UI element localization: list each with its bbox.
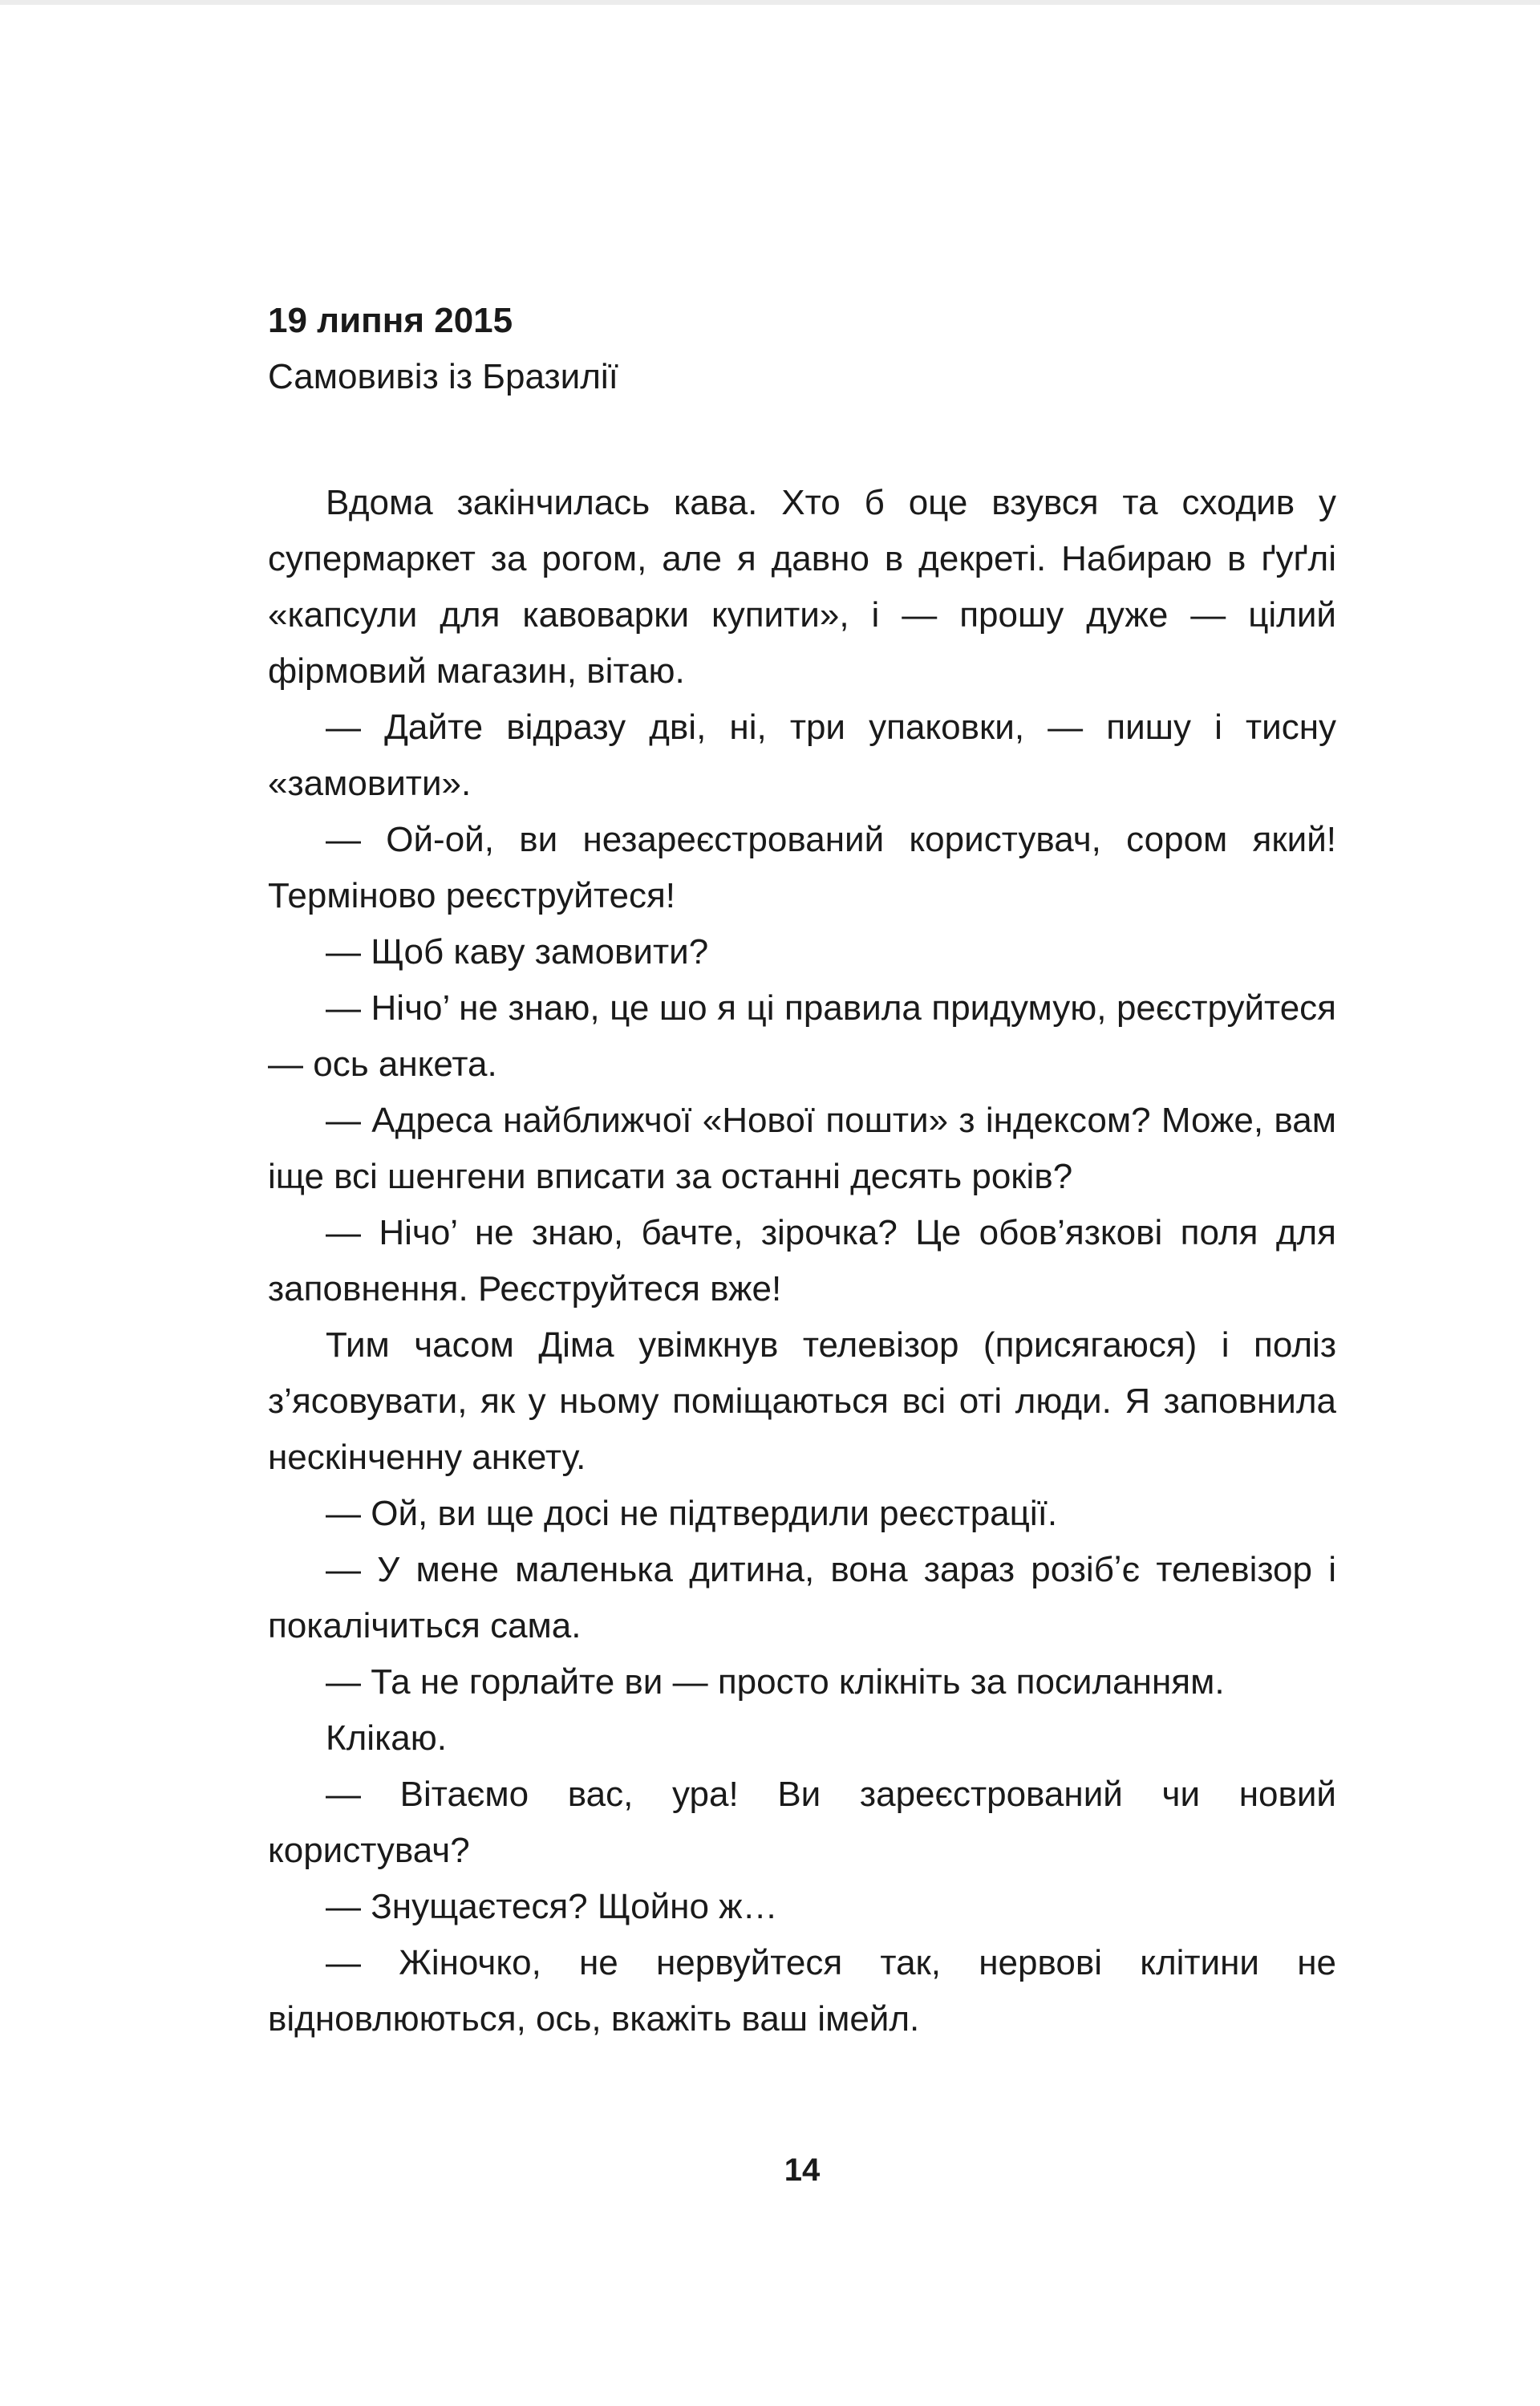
- paragraph: Тим часом Діма увімкнув телевізор (присягаюся) і поліз з’ясовувати, як у ньому поміщаються всі оті люди. Я заповнила нескінченну анкету.: [268, 1325, 1336, 1477]
- paragraph: Клікаю.: [326, 1718, 447, 1758]
- page-content: [268, 297, 1336, 2047]
- paragraph: — Адреса найближчої «Нової пошти» з індексом? Може, вам іще всі шенгени вписати за останні десять років?: [268, 1101, 1336, 1196]
- paragraph: — Ой-ой, ви незареєстрований користувач, сором який! Терміново реєструйтеся!: [268, 820, 1336, 915]
- page-top-edge: [0, 0, 1540, 5]
- paragraph: — Знущаєтеся? Щойно ж…: [326, 1887, 778, 1926]
- paragraph: — Вітаємо вас, ура! Ви зареєстрований чи новий користувач?: [268, 1775, 1336, 1870]
- paragraph: — Щоб каву замовити?: [326, 932, 709, 972]
- paragraph: — Нічо’ не знаю, бачте, зірочка? Це обов’язкові поля для заповнення. Реєструйтеся вже!: [268, 1213, 1336, 1308]
- entry-title: Самовивіз із Бразилії: [268, 357, 618, 396]
- paragraph: — У мене маленька дитина, вона зараз розібʼє телевізор і покалічиться сама.: [268, 1550, 1336, 1645]
- entry-date: 19 липня 2015: [268, 301, 513, 340]
- paragraph: Вдома закінчилась кава. Хто б оце взувся та сходив у супермаркет за рогом, але я давно в декреті. Набираю в ґуґлі «капсули для кавоварки купити», і — прошу дуже — цілий фірмовий магазин, вітаю.: [268, 483, 1336, 691]
- page-number: 14: [784, 2152, 821, 2188]
- paragraph: — Ой, ви ще досі не підтвердили реєстрації.: [326, 1494, 1058, 1533]
- paragraph: — Та не горлайте ви — просто клікніть за посиланням.: [326, 1662, 1225, 1702]
- paragraph: — Жіночко, не нервуйтеся так, нервові клітини не відновлюються, ось, вкажіть ваш імейл.: [268, 1943, 1336, 2039]
- paragraph: — Дайте відразу дві, ні, три упаковки, — пишу і тисну «замовити».: [268, 708, 1336, 803]
- body-text: [268, 475, 1336, 2047]
- paragraph: — Нічо’ не знаю, це шо я ці правила придумую, реєструйтеся — ось анкета.: [268, 988, 1336, 1084]
